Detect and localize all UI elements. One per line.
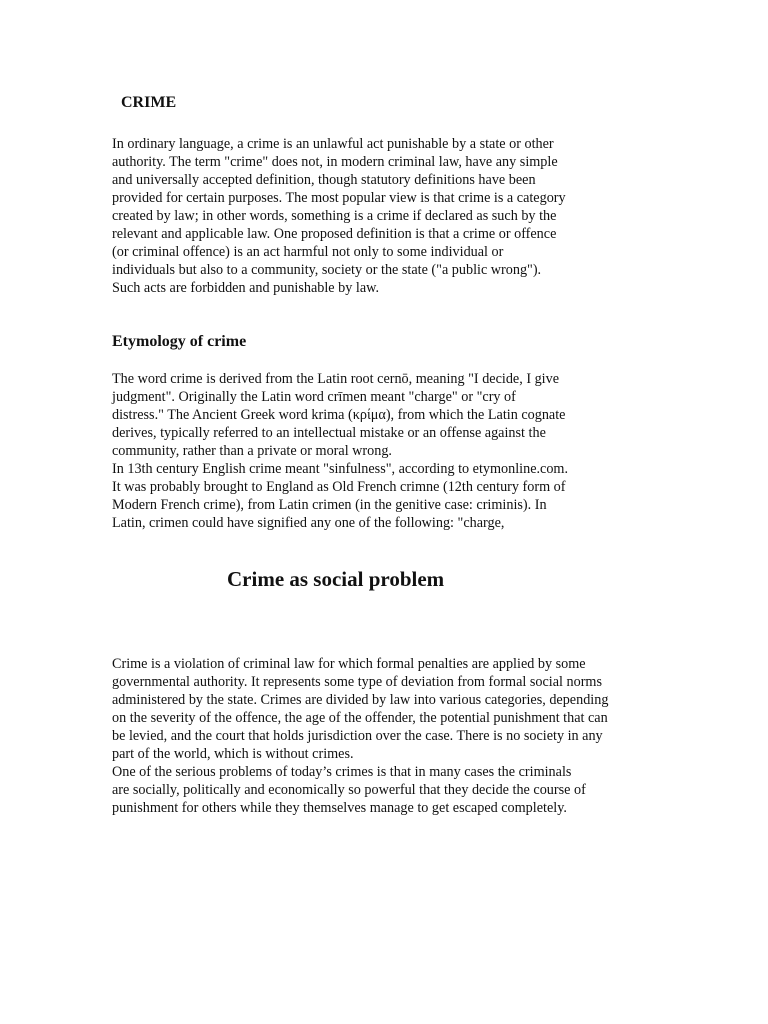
text-line: be levied, and the court that holds jurisdiction over the case. There is no society in any [112, 728, 603, 744]
social-problem-paragraph [112, 655, 608, 817]
intro-paragraph [112, 135, 566, 297]
text-line: Modern French crime), from Latin crimen (in the genitive case: criminis). In [112, 497, 547, 513]
text-line: Latin, crimen could have signified any one of the following: "charge, [112, 515, 505, 531]
text-line: governmental authority. It represents some type of deviation from formal social norms [112, 674, 602, 690]
text-line: In 13th century English crime meant "sinfulness", according to etymonline.com. [112, 461, 569, 477]
text-line: One of the serious problems of today’s crimes is that in many cases the criminals [112, 764, 572, 780]
etymology-paragraph [112, 370, 568, 532]
text-line: distress." The Ancient Greek word krima (κρίμα), from which the Latin cognate [112, 407, 566, 423]
text-line: relevant and applicable law. One proposed definition is that a crime or offence [112, 226, 557, 242]
text-line: In ordinary language, a crime is an unlawful act punishable by a state or other [112, 136, 554, 152]
text-line: are socially, politically and economically so powerful that they decide the course of [112, 782, 586, 798]
text-line: (or criminal offence) is an act harmful not only to some individual or [112, 244, 504, 260]
text-line: judgment". Originally the Latin word crīmen meant "charge" or "cry of [112, 389, 516, 405]
text-line: provided for certain purposes. The most popular view is that crime is a category [112, 190, 566, 206]
text-line: individuals but also to a community, society or the state ("a public wrong"). [112, 262, 542, 278]
text-line: part of the world, which is without crimes. [112, 746, 354, 762]
text-line: and universally accepted definition, though statutory definitions have been [112, 172, 536, 188]
text-line: community, rather than a private or moral wrong. [112, 443, 392, 459]
text-line: punishment for others while they themselves manage to get escaped completely. [112, 800, 567, 816]
text-line: Such acts are forbidden and punishable by law. [112, 280, 379, 296]
text-line: on the severity of the offence, the age of the offender, the potential punishment that can [112, 710, 608, 726]
text-line: derives, typically referred to an intellectual mistake or an offense against the [112, 425, 546, 441]
text-line: created by law; in other words, something is a crime if declared as such by the [112, 208, 557, 224]
etymology-heading: Etymology of crime [112, 333, 247, 350]
social-problem-heading: Crime as social problem [227, 567, 445, 591]
text-line: It was probably brought to England as Old French crimne (12th century form of [112, 479, 566, 495]
text-line: administered by the state. Crimes are divided by law into various categories, depending [112, 692, 609, 708]
text-line: Crime is a violation of criminal law for which formal penalties are applied by some [112, 656, 586, 672]
text-line: The word crime is derived from the Latin root cernō, meaning "I decide, I give [112, 371, 560, 387]
text-line: authority. The term "crime" does not, in modern criminal law, have any simple [112, 154, 558, 170]
document-title: CRIME [121, 94, 177, 111]
